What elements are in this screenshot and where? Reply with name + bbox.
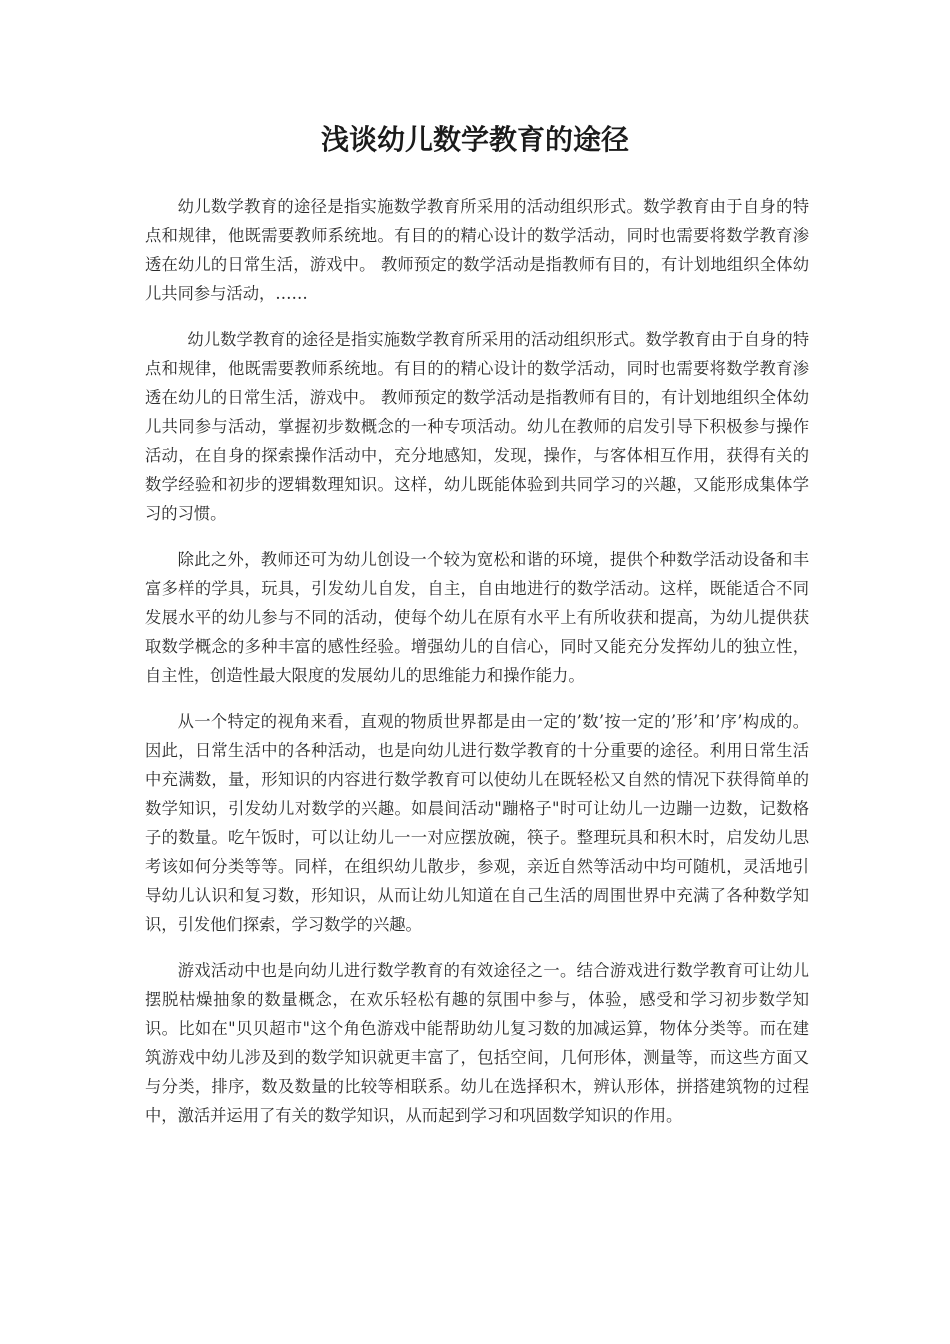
paragraph-2: 幼儿数学教育的途径是指实施数学教育所采用的活动组织形式。数学教育由于自身的特点和规律，他既需要教师系统地。有目的的精心设计的数学活动，同时也需要将数学教育渗透在幼儿的日常生活，游戏中。 教师预定的数学活动是指教师有目的，有计划地组织全体幼儿共同参与活动，掌握初步数概念的一种专项活动。幼儿在教师的启发引导下积极参与操作活动，在自身的探索操作活动中，充分地感知，发现，操作，与客体相互作用，获得有关的数学经验和初步的逻辑数理知识。这样，幼儿既能体验到共同学习的兴趣，又能形成集体学习的习惯。	[145, 330, 809, 523]
paragraph-1: 幼儿数学教育的途径是指实施数学教育所采用的活动组织形式。数学教育由于自身的特点和规律，他既需要教师系统地。有目的的精心设计的数学活动，同时也需要将数学教育渗透在幼儿的日常生活，游戏中。 教师预定的数学活动是指教师有目的，有计划地组织全体幼儿共同参与活动，……	[145, 197, 809, 303]
paragraph-4: 从一个特定的视角来看，直观的物质世界都是由一定的’数’按一定的’形’和’序’构成的。因此，日常生活中的各种活动，也是向幼儿进行数学教育的十分重要的途径。利用日常生活中充满数，量，形知识的内容进行数学教育可以使幼儿在既轻松又自然的情况下获得简单的数学知识，引发幼儿对数学的兴趣。如晨间活动"蹦格子"时可让幼儿一边蹦一边数，记数格子的数量。吃午饭时，可以让幼儿一一对应摆放碗，筷子。整理玩具和积木时，启发幼儿思考该如何分类等等。同样，在组织幼儿散步，参观，亲近自然等活动中均可随机，灵活地引导幼儿认识和复习数，形知识，从而让幼儿知道在自己生活的周围世界中充满了各种数学知识，引发他们探索，学习数学的兴趣。	[145, 712, 809, 934]
paragraph-5: 游戏活动中也是向幼儿进行数学教育的有效途径之一。结合游戏进行数学教育可让幼儿摆脱枯燥抽象的数量概念，在欢乐轻松有趣的氛围中参与，体验，感受和学习初步数学知识。比如在"贝贝超市"这个角色游戏中能帮助幼儿复习数的加减运算，物体分类等。而在建筑游戏中幼儿涉及到的数学知识就更丰富了，包括空间，几何形体，测量等，而这些方面又与分类，排序，数及数量的比较等相联系。幼儿在选择积木，辨认形体，拼搭建筑物的过程中，激活并运用了有关的数学知识，从而起到学习和巩固数学知识的作用。	[145, 961, 809, 1125]
document-title: 浅谈幼儿数学教育的途径	[320, 123, 629, 156]
paragraph-3: 除此之外，教师还可为幼儿创设一个较为宽松和谐的环境，提供个种数学活动设备和丰富多样的学具，玩具，引发幼儿自发，自主，自由地进行的数学活动。这样，既能适合不同发展水平的幼儿参与不同的活动，使每个幼儿在原有水平上有所收获和提高，为幼儿提供获取数学概念的多种丰富的感性经验。增强幼儿的自信心，同时又能充分发挥幼儿的独立性，自主性，创造性最大限度的发展幼儿的思维能力和操作能力。	[145, 550, 809, 685]
document-body	[145, 192, 809, 1148]
